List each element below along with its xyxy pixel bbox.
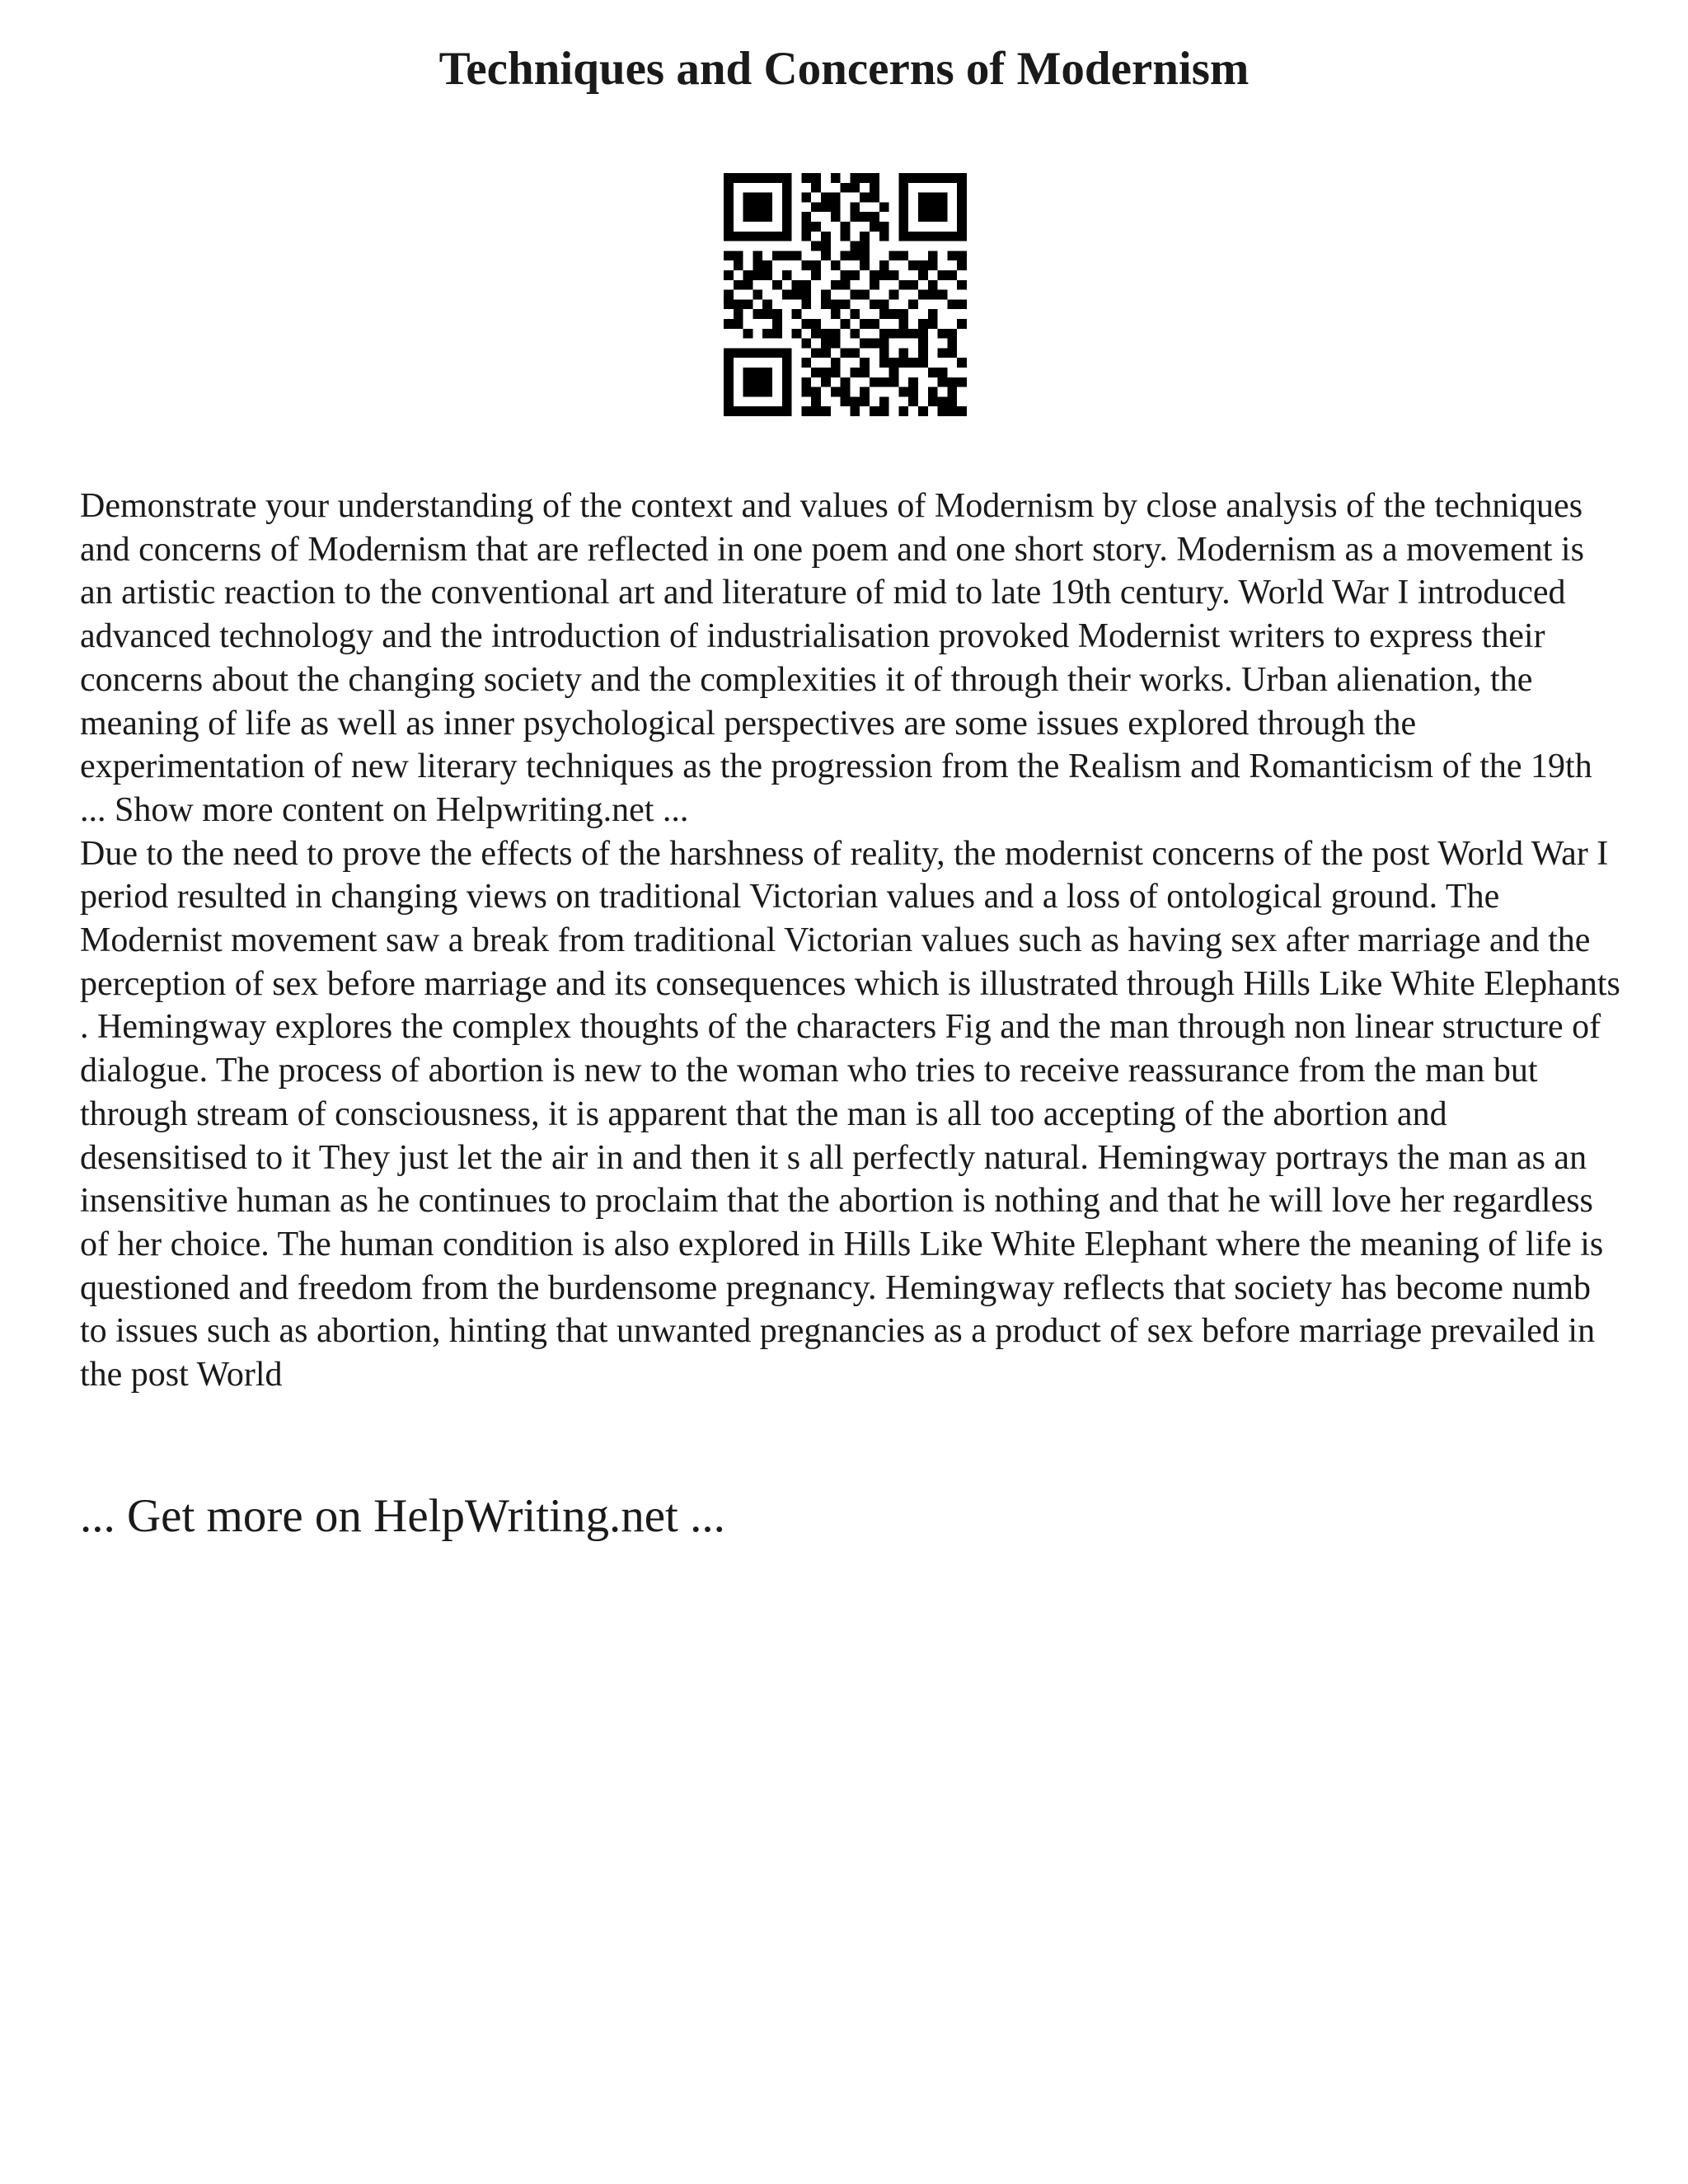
paragraph-intro: Demonstrate your understanding of the context and values of Modernism by close analysis of the techniques and concerns of Modernism that are reflected in one poem and one short story. Modernism as a movement is an artistic reaction to the conventional art and literature of mid to late 19th century. World War I introduced advanced technology and the introduction of industrialisation provoked Modernist writers to express their concerns about the changing society and the complexities it of through their works. Urban alienation, the meaning of life as well as inner psychological perspectives are some issues explored through the experimentation of new literary techniques as the progression from the Realism and Romanticism of the 19th ... Show more content on Helpwriting.net ... (80, 487, 1592, 829)
get-more-link[interactable]: ... Get more on HelpWriting.net ... (80, 1490, 725, 1542)
page-title: Techniques and Concerns of Modernism (438, 43, 1250, 95)
paragraph-analysis: Due to the need to prove the effects of the harshness of reality, the modernist concerns of the post World War I period resulted in changing views on traditional Victorian values and a loss of ontological ground. The Modernist movement saw a break from traditional Victorian values such as having sex after marriage and the perception of sex before marriage and its consequences which is illustrated through Hills Like White Elephants . Hemingway explores the complex thoughts of the characters Fig and the man through non linear structure of dialogue. The process of abortion is new to the woman who tries to receive reassurance from the man but through stream of consciousness, it is apparent that the man is all too accepting of the abortion and desensitised to it They just let the air in and then it s all perfectly natural. Hemingway portrays the man as an insensitive human as he continues to proclaim that the abortion is nothing and that he will love her regardless of her choice. The human condition is also explored in Hills Like White Elephant where the meaning of life is questioned and freedom from the burdensome pregnancy. Hemingway reflects that society has become numb to issues such as abortion, hinting that unwanted pregnancies as a product of sex before marriage prevailed in the post World (80, 834, 1620, 1394)
qr-code-icon (724, 173, 967, 416)
article-body (80, 485, 1621, 1397)
